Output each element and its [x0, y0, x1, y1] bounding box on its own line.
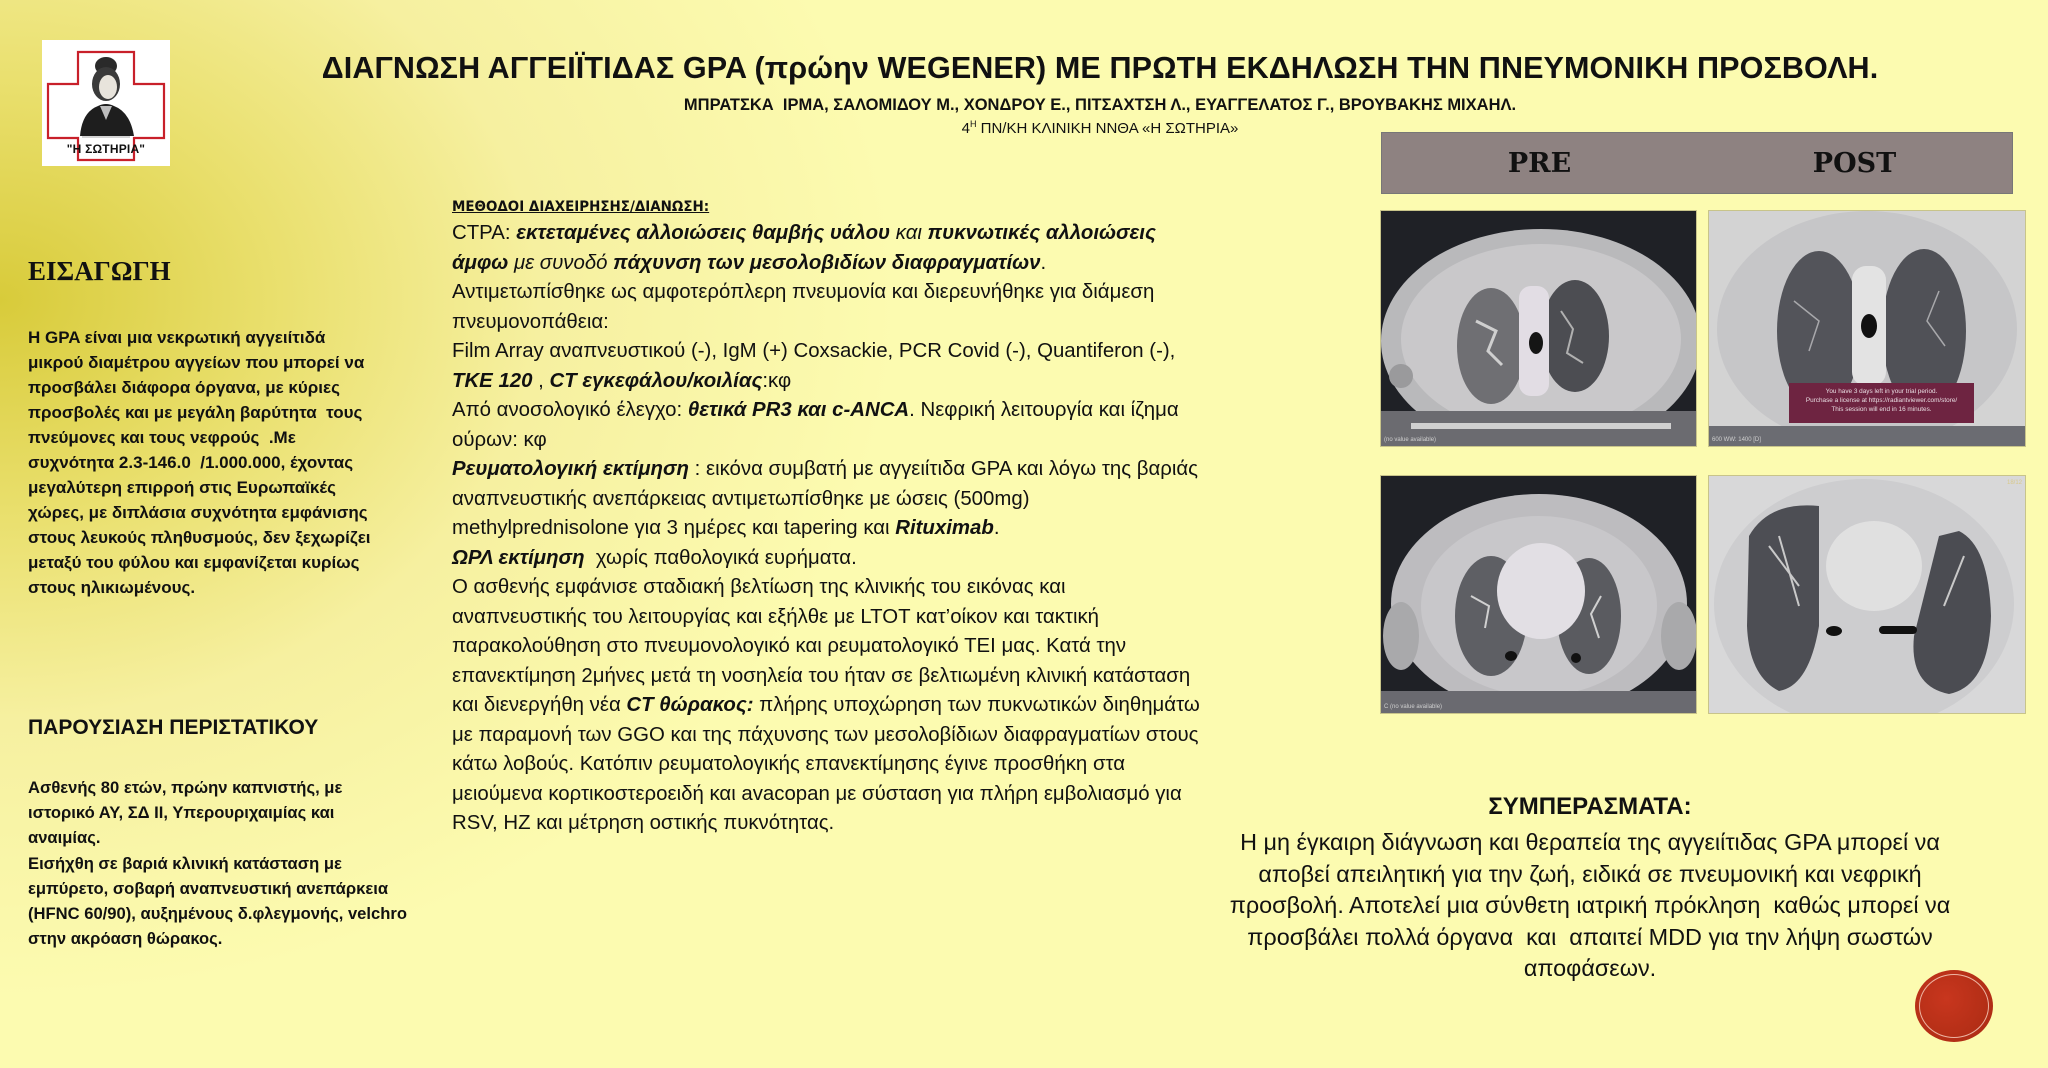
methods-line [452, 249, 1372, 279]
text-run-bold-italic: ΩΡΛ εκτίμηση [452, 546, 585, 569]
clinic-number: 4 [961, 120, 970, 137]
ct-image-pre-upper [1380, 210, 1697, 447]
text-run: : εικόνα συμβατή με αγγειίτιδα GPA και λόγω της βαριάς [688, 458, 1198, 480]
methods-line [452, 367, 1372, 397]
case-line: στην ακρόαση θώρακος. [28, 929, 223, 949]
text-run: Από ανοσολογικό έλεγχο: [452, 399, 688, 421]
case-line: Εισήχθη σε βαριά κλινική κατάσταση με [28, 853, 342, 873]
methods-line: Film Array αναπνευστικού (-), IgM (+) Coxsackie, PCR Covid (-), Quantiferon (-), [452, 340, 1176, 362]
logo-caption: "Η ΣΩΤΗΡΙΑ" [66, 142, 146, 156]
overlay-line: Purchase a license at https://radiantviewer.com/store/ [1805, 397, 1958, 404]
text-run-bold-italic: πάχυνση των μεσολοβιδίων διαφραγματίων [613, 251, 1041, 274]
methods-section [452, 196, 1372, 839]
text-run: :κφ [762, 369, 792, 392]
ct-scan-graphic [1381, 476, 1696, 713]
methods-line [452, 219, 1372, 249]
text-run-bold-italic: Ρευματολογική εκτίμηση [452, 458, 689, 480]
conclusion-line: Η μη έγκαιρη διάγνωση και θεραπεία της αγγειίτιδας GPA μπορεί να [1240, 829, 1940, 855]
poster-title: ΔΙΑΓΝΩΣΗ ΑΓΓΕΙΪΤΙΔΑΣ GPA (πρώην WEGENER) ΜΕ ΠΡΩΤΗ ΕΚΔΗΛΩΣΗ ΤΗΝ ΠΝΕΥΜΟΝΙΚΗ ΠΡΟΣΒΟΛΗ. [321, 50, 1879, 85]
methods-line: με παραμονή των GGO και της πάχυνσης των μεσολοβίδιων διαφραγματίων στους [452, 723, 1199, 746]
intro-line: μεγαλύτερη επιρροή στις Ευρωπαϊκές [28, 478, 336, 497]
intro-heading: ΕΙΣΑΓΩΓΗ [28, 256, 171, 286]
methods-line: πνευμονοπάθεια: [452, 310, 609, 333]
methods-line [452, 514, 1372, 544]
methods-line: αναπνευστικής ανεπάρκειας αντιμετωπίσθηκε με ώσεις (500mg) [452, 487, 1030, 510]
text-run-bold-italic: πυκνωτικές αλλοιώσεις [927, 222, 1156, 244]
methods-line [452, 396, 1372, 426]
red-circle-button[interactable] [1915, 970, 1993, 1042]
methods-line: παρακολούθηση στο πνευμονολογικό και ρευματολογικό ΤΕΙ μας. Κατά την [452, 635, 1127, 657]
ct-caption: C (no value available) [1384, 704, 1443, 710]
intro-paragraph [28, 325, 468, 600]
methods-line: επανεκτίμηση 2μήνες μετά τη νοσηλεία του ήταν σε βελτιωμένη κλινική κατάσταση [452, 664, 1191, 687]
ct-image-post-lower [1708, 475, 2026, 714]
text-run: CTPA [452, 222, 505, 244]
conclusion-line: προσβάλει πολλά όργανα και απαιτεί MDD για την λήψη σωστών [1247, 923, 1933, 950]
clinic-name: ΠΝ/ΚΗ ΚΛΙΝΙΚΗ ΝΝΘΑ «Η ΣΩΤΗΡΙΑ» [976, 120, 1239, 137]
text-run-bold-italic: εκτεταμένες αλλοιώσεις θαμβής υάλου [516, 222, 891, 244]
text-run: methylprednisolone για 3 ημέρες και tapering και [452, 517, 896, 539]
methods-line: Αντιμετωπίσθηκε ως αμφοτερόπλερη πνευμονία και διερευνήθηκε για διάμεση [452, 281, 1155, 303]
text-run-bold-italic: άμφω [452, 251, 509, 274]
ct-scan-graphic [1381, 211, 1696, 446]
intro-line: προσβάλει διάφορα όργανα, με κύριες [28, 378, 340, 397]
text-run-bold-italic: θετικά PR3 και c-ANCA [687, 399, 910, 421]
text-run: . [1040, 251, 1047, 274]
overlay-line: You have 3 days left in your trial period. [1825, 388, 1938, 395]
methods-line: αναπνευστικής του λειτουργίας και εξήλθε με LTOT κατ’οίκον και τακτική [452, 605, 1100, 628]
intro-line: στους λευκούς πληθυσμούς, δεν ξεχωρίζει [28, 528, 371, 547]
ct-caption: 600 WW: 1400 [D] [1712, 437, 1761, 443]
ct-scan-graphic [1709, 476, 2025, 713]
text-run: και διενεργήθη νέα [452, 694, 627, 716]
intro-line: συχνότητα 2.3-146.0 /1.000.000, έχοντας [28, 453, 354, 472]
text-run-bold-italic: CT θώρακος: [626, 694, 754, 716]
intro-line: στους ηλικιωμένους. [28, 578, 196, 597]
hospital-logo [42, 40, 170, 166]
methods-line: κάτω λοβούς. Κατόπιν ρευματολογικής επανεκτίμησης έγινε προσθήκη στα [452, 753, 1126, 775]
text-run: πλήρης υποχώρηση των πυκνωτικών διηθημάτω [753, 694, 1200, 716]
case-line: εμπύρετο, σοβαρή αναπνευστική ανεπάρκεια [28, 878, 389, 898]
post-label: POST [1812, 147, 1897, 179]
intro-line: μεταξύ του φύλου και εμφανίζεται κυρίως [28, 553, 360, 572]
clinic-superscript: Η [969, 119, 977, 129]
methods-line: μειούμενα κορτικοστεροειδή και avacopan με σύσταση για πλήρη εμβολιασμό για [452, 782, 1182, 805]
text-run: χωρίς παθολογικά ευρήματα. [584, 546, 857, 569]
overlay-line: This session will end in 16 minutes. [1831, 406, 1932, 413]
methods-line: RSV, HZ και μέτρηση οστικής πυκνότητας. [452, 812, 835, 834]
pre-label: PRE [1507, 147, 1572, 179]
text-run: . Νεφρική λειτουργία και ίζημα [909, 399, 1179, 421]
case-line: (HFNC 60/90), αυξημένους δ.φλεγμονής, velchro [28, 904, 407, 924]
trial-period-overlay [1789, 383, 1974, 423]
methods-line [452, 544, 1372, 574]
text-run: , [532, 369, 550, 392]
text-run-italic: με συνοδό [508, 251, 614, 274]
pre-post-header-bar [1381, 132, 2013, 194]
conclusions-paragraph [1150, 827, 2030, 985]
intro-line: μικρού διαμέτρου αγγείων που μπορεί να [28, 353, 365, 372]
methods-line [452, 691, 1372, 721]
intro-line: Η GPA είναι μια νεκρωτική αγγειίτιδά [28, 328, 326, 347]
ct-image-post-upper [1708, 210, 2026, 447]
methods-line: ούρων: κφ [452, 428, 547, 451]
text-run-bold-italic: ΤΚΕ 120 [452, 369, 533, 392]
text-run: . [993, 517, 1000, 539]
case-line: αναιμίας. [28, 828, 101, 848]
text-run-bold-italic: CT εγκεφάλου/κοιλίας [549, 369, 763, 392]
text-run-italic: και [890, 222, 928, 244]
ct-caption: (no value available) [1384, 437, 1437, 443]
conclusion-line: προσβολή. Αποτελεί μια σύνθετη ιατρική πρόκληση καθώς μπορεί να [1229, 892, 1951, 919]
text-run: : [504, 222, 517, 244]
ct-image-pre-lower [1380, 475, 1697, 714]
case-line: ιστορικό ΑΥ, ΣΔ ΙΙ, Υπερουριχαιμίας και [28, 803, 335, 823]
intro-line: προσβολές και με μεγάλη βαρύτητα τους [28, 403, 363, 422]
methods-line: Ο ασθενής εμφάνισε σταδιακή βελτίωση της κλινικής του εικόνας και [452, 576, 1066, 598]
methods-line [452, 455, 1372, 485]
conclusion-line: αποβεί απειλητική για την ζωή, ειδικά σε πνευμονική και νεφρική [1258, 860, 1922, 887]
conclusion-line: αποφάσεων. [1523, 955, 1657, 982]
authors-line: ΜΠΡΑΤΣΚΑ ΙΡΜΑ, ΣΑΛΟΜΙΔΟΥ Μ., ΧΟΝΔΡΟΥ Ε., ΠΙΤΣΑΧΤΣΗ Λ., ΕΥΑΓΓΕΛΑΤΟΣ Γ., ΒΡΟΥΒΑΚΗΣ ΜΙΧΑΗΛ. [683, 96, 1517, 114]
case-heading: ΠΑΡΟΥΣΙΑΣΗ ΠΕΡΙΣΤΑΤΙΚΟΥ [28, 716, 319, 739]
case-paragraph [28, 775, 508, 951]
conclusions-heading: ΣΥΜΠΕΡΑΣΜΑΤΑ: [1488, 793, 1692, 820]
case-line: Ασθενής 80 ετών, πρώην καπνιστής, με [28, 778, 343, 797]
text-run-bold-italic: Rituximab [895, 517, 994, 539]
intro-line: πνεύμονες και τους νεφρούς .Με [28, 428, 296, 447]
ct-caption: 18/12 [2006, 480, 2022, 486]
methods-heading: ΜΕΘΟΔΟΙ ΔΙΑΧΕΙΡΗΣΗΣ/ΔΙΑΝΩΣΗ: [452, 199, 710, 215]
intro-line: χώρες, με διπλάσια συχνότητα εμφάνισης [28, 503, 368, 522]
